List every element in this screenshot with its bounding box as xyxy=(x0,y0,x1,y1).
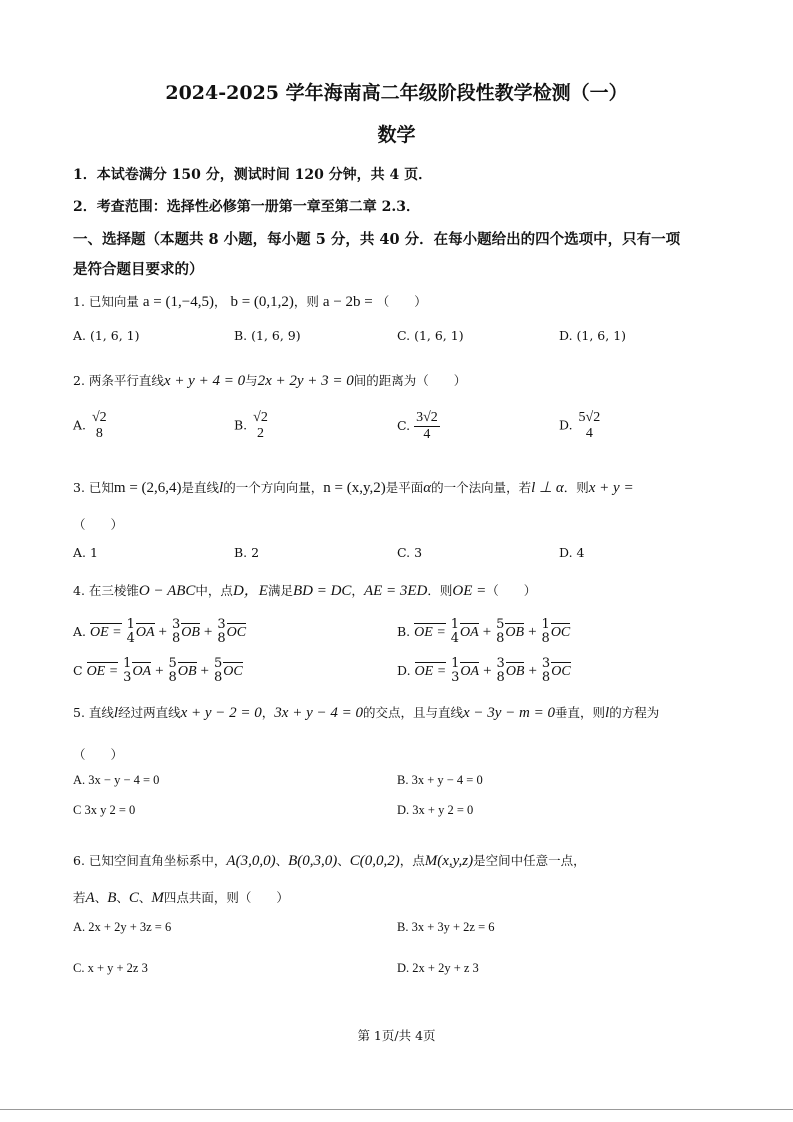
q4-option-a: A. OE = 1 4 OA + 3 8 OB + 3 8 OC xyxy=(73,617,247,647)
q2-option-d: D. 5√2 4 xyxy=(559,410,601,442)
note-2: 2．考查范围：选择性必修第一册第一章至第二章 2.3． xyxy=(73,199,420,215)
q3-blank: （ ） xyxy=(73,517,124,532)
question-5-stem: 5. 直线l经过两直线x + y − 2 = 0，3x + y − 4 = 0的交点，且与直线x − 3y − m = 0垂直，则l的方程为 xyxy=(73,705,660,721)
q5-option-c: C 3x y 2 = 0 xyxy=(73,803,136,817)
q5-option-a: A. 3x − y − 4 = 0 xyxy=(73,773,160,787)
q6-option-d: D. 2x + 2y + z 3 xyxy=(397,961,479,975)
question-2-stem: 2. 两条平行直线x + y + 4 = 0与2x + 2y + 3 = 0间的距离为（ ） xyxy=(73,373,467,389)
page-footer: 第 1页/共 4页 xyxy=(357,1028,436,1043)
q2-option-a: A. √2 8 xyxy=(73,410,107,442)
q1-option-c: C. (1, 6, 1) xyxy=(397,328,464,343)
question-4-stem: 4. 在三棱锥O − ABC中，点D，E满足BD = DC，AE = 3ED．则OE =（ ） xyxy=(73,583,537,599)
q6-option-b: B. 3x + 3y + 2z = 6 xyxy=(397,920,495,934)
q4-option-c: C OE = 1 3 OA + 5 8 OB + 5 8 OC xyxy=(73,656,243,686)
vector-a: a = (1,−4,5) xyxy=(142,294,214,310)
q6-option-c: C. x + y + 2z 3 xyxy=(73,961,148,975)
subject-title: 数学 xyxy=(377,124,416,146)
question-1-stem: 1. 已知向量 a = (1,−4,5)， b = (0,1,2)，则 a − 2b = （ ） xyxy=(73,294,427,310)
q4-option-b: B. OE = 1 4 OA + 5 8 OB + 1 8 OC xyxy=(397,617,571,647)
vector-b: b = (0,1,2) xyxy=(230,294,294,310)
q1-expression: a − 2b = xyxy=(322,294,373,310)
q2-option-c: C. $\frac{3√2}{4}$ xyxy=(397,410,438,443)
q5-option-d: D. 3x + y 2 = 0 xyxy=(397,803,474,817)
section-heading-line1: 一、选择题（本题共 8 小题，每小题 5 分，共 40 分．在每小题给出的四个选项中，只有一项 xyxy=(73,231,681,248)
q3-option-a: A. 1 xyxy=(73,545,98,560)
q3-option-c: C. 3 xyxy=(397,545,423,560)
question-3-stem: 3. 已知m = (2,6,4)是直线l的一个方向向量，n = (x,y,2)是平面α的一个法向量，若l ⊥ α．则x + y = xyxy=(73,480,634,496)
q5-blank: （ ） xyxy=(73,747,124,762)
exam-title: 2024-2025 学年海南高二年级阶段性教学检测（一） xyxy=(165,82,628,104)
q2-option-b: B. √2 2 xyxy=(234,410,268,442)
q3-option-b: B. 2 xyxy=(234,545,260,560)
q1-option-d: D. (1, 6, 1) xyxy=(559,328,627,343)
bottom-divider xyxy=(0,1109,793,1110)
q5-option-b: B. 3x + y − 4 = 0 xyxy=(397,773,483,787)
question-6-stem-line2: 若A、B、C、M四点共面，则（ ） xyxy=(73,890,289,906)
q3-option-d: D. 4 xyxy=(559,545,585,560)
q1-option-a: A. (1, 6, 1) xyxy=(73,328,140,343)
q6-option-a: A. 2x + 2y + 3z = 6 xyxy=(73,920,172,934)
note-1: 1．本试卷满分 150 分，测试时间 120 分钟，共 4 页． xyxy=(73,167,433,183)
question-6-stem-line1: 6. 已知空间直角坐标系中，A(3,0,0)、B(0,3,0)、C(0,0,2)，点M(x,y,z)是空间中任意一点， xyxy=(73,853,586,869)
q4-option-d: D. OE = 1 3 OA + 3 8 OB + 3 8 OC xyxy=(397,656,571,686)
q1-option-b: B. (1, 6, 9) xyxy=(234,328,301,343)
section-heading-line2: 是符合题目要求的） xyxy=(73,261,204,278)
